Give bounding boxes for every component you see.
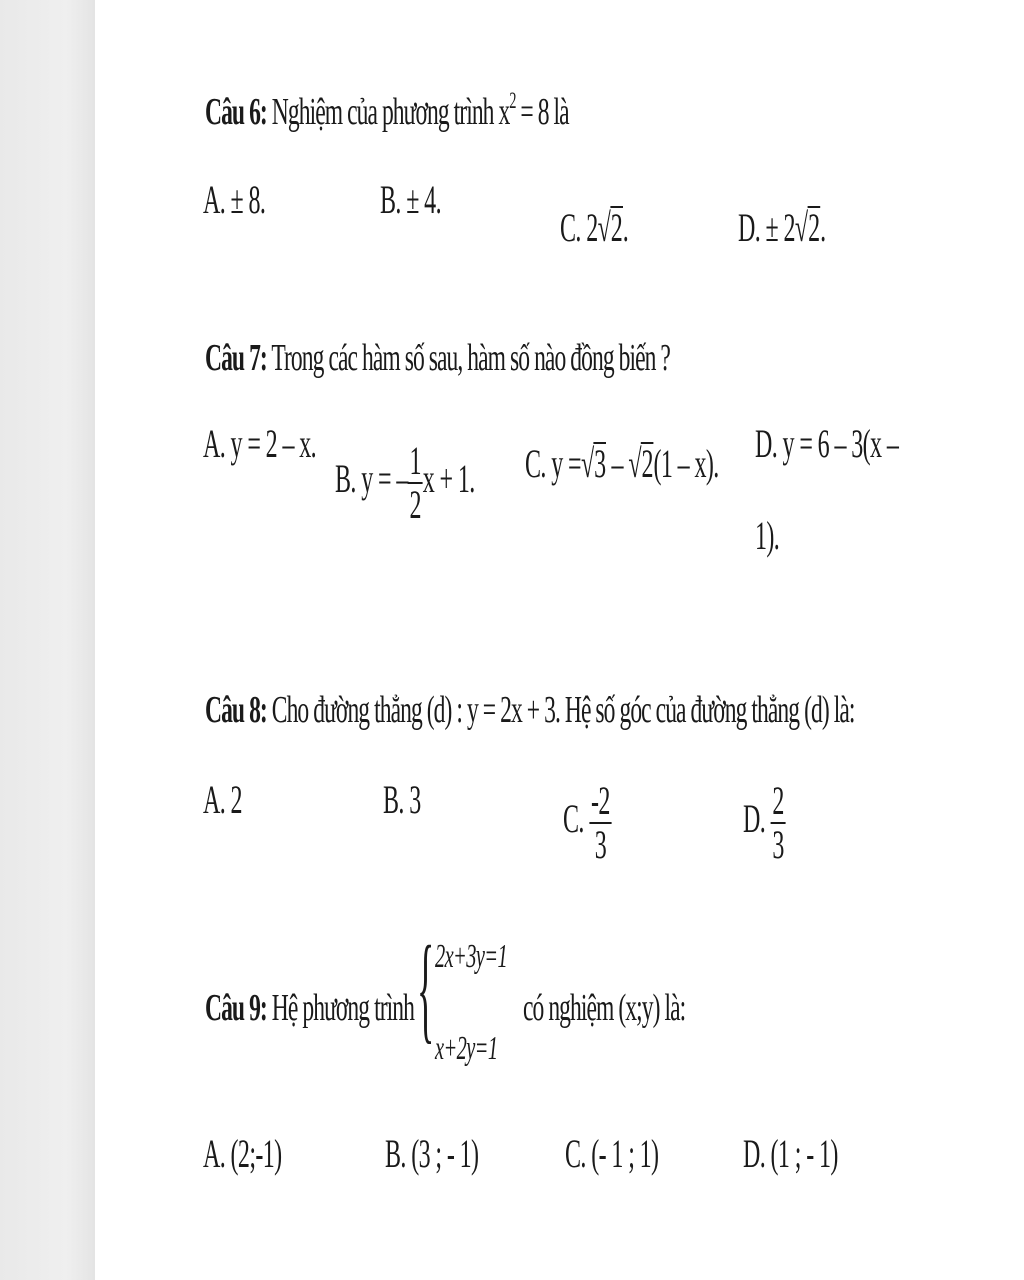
question-8-option-d-prefix: D. [743,796,766,842]
system-brace: { [417,921,435,1054]
question-6-option-d-prefix: D. ± 2 [738,205,795,250]
question-7-option-d-line-2: 1). [755,513,780,558]
question-7-option-b [335,440,475,526]
question-6-option-c-radicand: 2 [610,205,623,250]
question-8-option-c-denominator: 3 [594,822,607,867]
question-8-option-d [743,780,786,866]
question-9-option-d: D. (1 ; - 1) [743,1131,838,1176]
left-sidebar [0,0,95,1280]
question-8-option-c [563,780,612,866]
question-6-option-d-radicand: 2 [808,205,820,250]
question-7-text: Trong các hàm số sau, hàm số nào đồng biến ? [271,337,670,379]
question-7-option-b-fraction [408,440,423,526]
question-7-option-c-minus: – [606,441,629,486]
question-9-text: Hệ phương trình [271,987,414,1029]
question-6-option-b: B. ± 4. [380,177,441,222]
question-8-option-b: B. 3 [383,777,421,822]
question-7-option-c: C. y =√3 – √2(1 – x). [525,441,719,486]
question-7-option-b-denominator: 2 [409,482,421,527]
question-8-option-a: A. 2 [203,777,242,822]
question-8-text: Cho đường thẳng (d) : y = 2x + 3. Hệ số góc của đường thẳng (d) là: [271,689,855,731]
question-6-option-a: A. ± 8. [203,177,266,222]
question-7-option-b-prefix: B. y = – [335,456,408,502]
question-8-option-c-numerator: -2 [591,778,610,823]
question-6-option-c-suffix: . [622,205,629,250]
question-7-option-c-suffix: (1 – x). [653,441,719,486]
question-7-option-c-radicand-2: 2 [641,441,653,486]
question-8-option-c-prefix: C. [563,796,584,842]
question-8-option-d-denominator: 3 [772,822,784,867]
document-page [95,0,1024,1280]
question-7-option-b-numerator: 1 [409,438,421,483]
question-8-option-c-fraction [589,780,611,866]
question-9-label: Câu 9: [205,987,267,1029]
system-equation-2: x+2y=1 [435,1030,498,1067]
question-9-option-c: C. (- 1 ; 1) [565,1131,659,1176]
question-8-option-d-fraction [771,780,786,866]
question-6-text: Nghiệm của phương trình x [271,90,510,133]
question-8-option-d-numerator: 2 [772,778,784,823]
question-6-option-d-suffix: . [820,205,826,250]
question-7-option-c-radicand-1: 3 [594,441,606,486]
question-6-option-c-prefix: C. 2 [560,205,598,250]
question-7-option-d-line-1: D. y = 6 – 3(x – [755,421,899,466]
question-6-label: Câu 6: [205,90,267,133]
system-equation-1: 2x+3y=1 [435,938,508,975]
question-7-option-c-prefix: C. y = [525,441,581,486]
question-9-option-b: B. (3 ; - 1) [385,1131,479,1176]
question-6-option-d: D. ± 2√2. [738,205,826,250]
question-6 [205,88,569,134]
question-9-option-a: A. (2;-1) [203,1131,282,1176]
question-6-option-c: C. 2√2. [560,205,629,250]
question-6-tail: = 8 là [515,90,569,133]
question-7-option-a: A. y = 2 – x. [203,421,317,466]
question-8 [205,688,854,732]
question-7-option-b-suffix: x + 1. [422,456,475,502]
question-9-intro [205,986,414,1030]
question-7 [205,336,670,380]
question-7-label: Câu 7: [205,337,267,379]
question-6-exponent: 2 [509,88,516,113]
question-8-label: Câu 8: [205,689,267,731]
question-9-tail: có nghiệm (x;y) là: [523,987,686,1029]
